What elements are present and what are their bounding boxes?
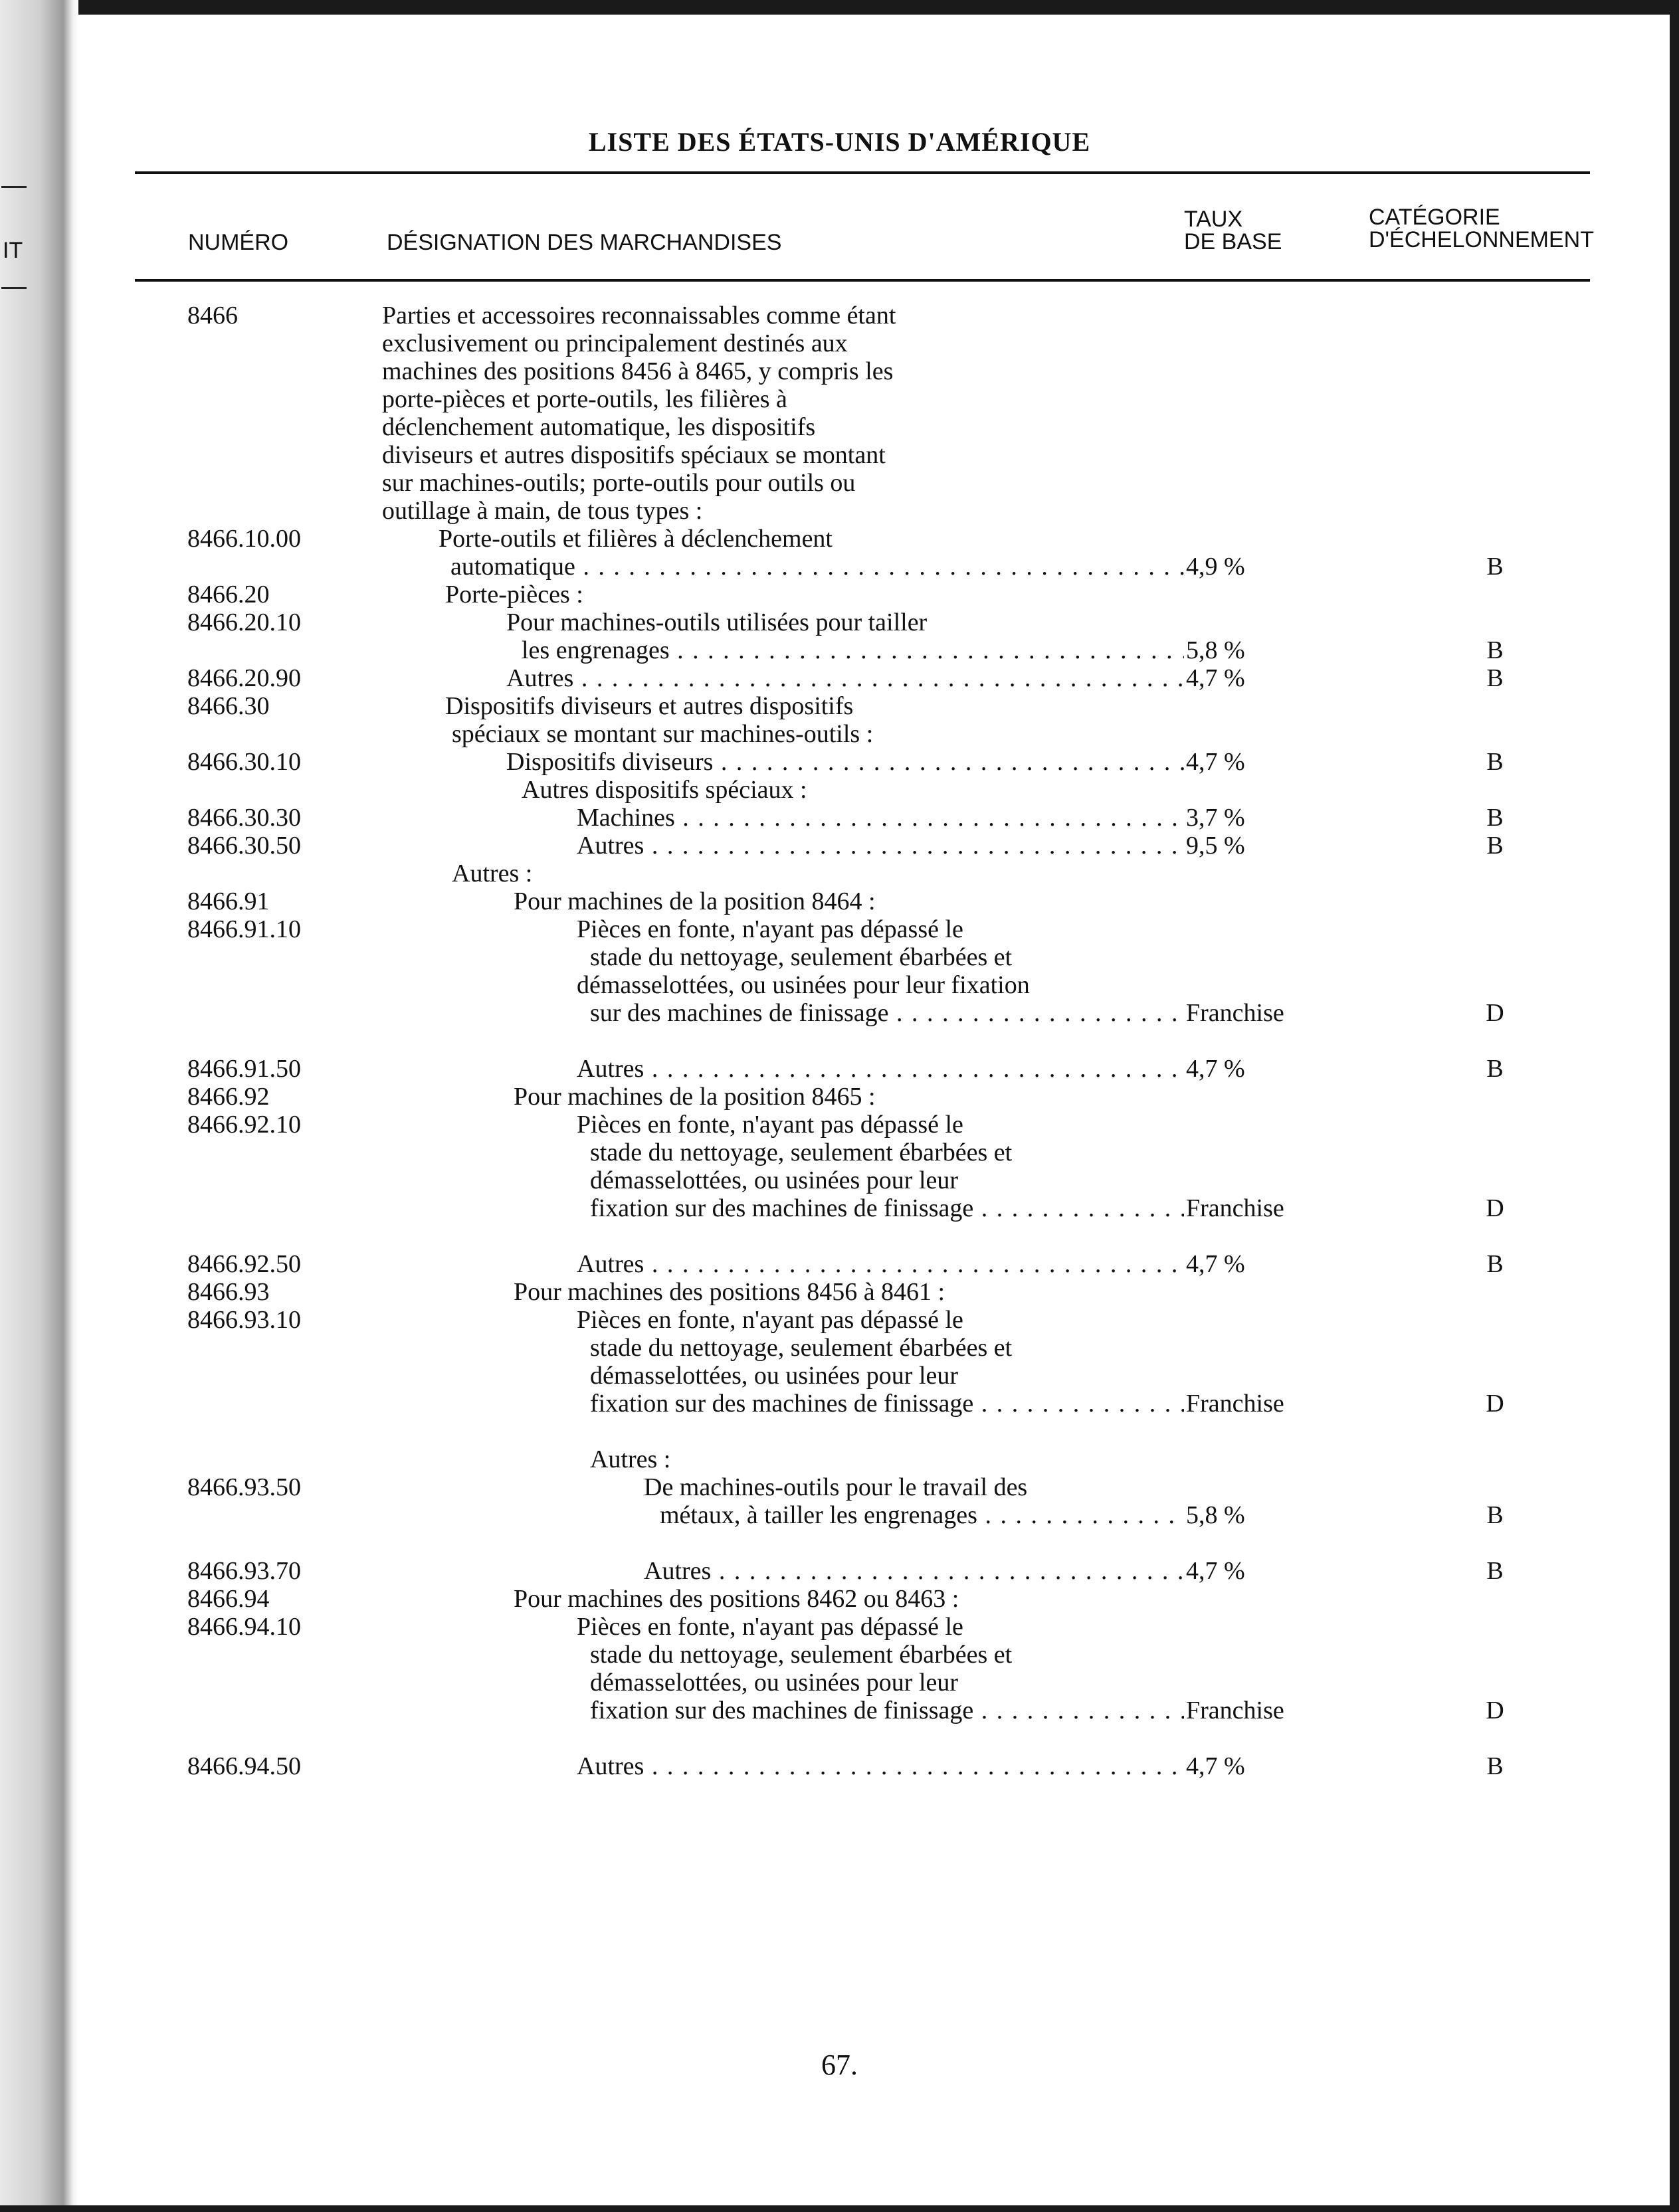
tariff-number: 8466.92.50 [187,1250,301,1278]
goods-description: Pour machines des positions 8462 ou 8463 : [514,1585,959,1613]
table-row [0,1278,1679,1306]
tariff-number: 8466.91 [187,887,270,915]
goods-description: Porte-outils et filières à déclenchement [439,525,833,553]
base-rate: Franchise [1186,1194,1284,1222]
tariff-number: 8466.91.50 [187,1055,301,1083]
table-row [0,720,1679,748]
base-rate: 4,7 % [1186,1752,1245,1780]
table-row [0,1250,1679,1278]
table-row [0,1083,1679,1111]
staging-category: B [1486,748,1504,776]
staging-category: B [1486,832,1504,860]
table-row [0,915,1679,943]
staging-category: B [1486,1752,1504,1780]
tariff-number: 8466.10.00 [187,525,301,553]
goods-description: exclusivement ou principalement destinés aux [382,329,848,357]
goods-description: stade du nettoyage, seulement ébarbées et [590,1334,1013,1362]
goods-description: Porte-pièces : [445,581,583,608]
goods-description: Autres . . . [506,664,1184,692]
staging-category: B [1486,804,1504,832]
goods-description: Machines . . . [577,804,1184,832]
table-row [0,441,1679,469]
table-row [0,1139,1679,1166]
table-row [0,776,1679,804]
table-row [0,971,1679,999]
base-rate: 4,7 % [1186,1250,1245,1278]
header-numero: NUMÉRO [188,230,289,255]
goods-description: Pour machines de la position 8464 : [514,887,876,915]
staging-category: B [1486,1250,1504,1278]
goods-description: les engrenages . . . [522,636,1184,664]
goods-description: automatique . . . [450,553,1184,581]
goods-description: Autres dispositifs spéciaux : [522,776,807,804]
title-rule [135,171,1590,174]
base-rate: 4,7 % [1186,748,1245,776]
table-row [0,1752,1679,1780]
base-rate: Franchise [1186,999,1284,1027]
header-categorie: CATÉGORIE D'ÉCHELONNEMENT [1369,205,1594,252]
table-row [0,385,1679,413]
table-row [0,1111,1679,1139]
table-row [0,804,1679,832]
goods-description: De machines-outils pour le travail des [644,1473,1028,1501]
tariff-number: 8466.94 [187,1585,270,1613]
goods-description: Autres . . . [577,832,1184,860]
table-row [0,581,1679,608]
base-rate: 5,8 % [1186,1501,1245,1529]
goods-description: sur des machines de finissage . . . [590,999,1184,1027]
base-rate: 4,7 % [1186,1055,1245,1083]
table-row [0,1362,1679,1390]
goods-description: démasselottées, ou usinées pour leur fixation [577,971,1030,999]
goods-description: Autres : [590,1445,671,1473]
tariff-number: 8466.91.10 [187,915,301,943]
staging-category: B [1486,1501,1504,1529]
table-row [0,1585,1679,1613]
tariff-number: 8466.93.70 [187,1557,301,1585]
table-row [0,413,1679,441]
goods-description: démasselottées, ou usinées pour leur [590,1362,959,1390]
table-row [0,608,1679,636]
goods-description: stade du nettoyage, seulement ébarbées et [590,1139,1013,1166]
page-title: LISTE DES ÉTATS-UNIS D'AMÉRIQUE [588,127,1091,157]
table-row [0,1697,1679,1724]
table-row [0,1613,1679,1641]
goods-description: Autres : [452,860,533,887]
table-row [0,1166,1679,1194]
staging-category: B [1486,1557,1504,1585]
base-rate: 4,7 % [1186,1557,1245,1585]
edge-text: IT [3,238,23,263]
table-row [0,1557,1679,1585]
staging-category: B [1486,553,1504,581]
edge-mark [1,287,27,289]
table-row [0,692,1679,720]
goods-description: Pièces en fonte, n'ayant pas dépassé le [577,1111,963,1139]
tariff-number: 8466.93.10 [187,1306,301,1334]
table-row [0,1194,1679,1222]
goods-description: Dispositifs diviseurs et autres dispositifs [445,692,854,720]
goods-description: Autres . . . [577,1250,1184,1278]
table-row [0,1473,1679,1501]
table-row [0,1641,1679,1669]
goods-description: machines des positions 8456 à 8465, y compris les [382,357,894,385]
staging-category: D [1486,1697,1504,1724]
goods-description: Pour machines de la position 8465 : [514,1083,876,1111]
table-row [0,943,1679,971]
goods-description: stade du nettoyage, seulement ébarbées et [590,943,1013,971]
tariff-number: 8466.94.10 [187,1613,301,1641]
base-rate: 9,5 % [1186,832,1245,860]
staging-category: B [1486,664,1504,692]
scan-top-band [0,0,1679,15]
tariff-number: 8466.20 [187,581,270,608]
base-rate: 3,7 % [1186,804,1245,832]
table-row [0,357,1679,385]
tariff-number: 8466.30.30 [187,804,301,832]
goods-description: métaux, à tailler les engrenages . . . [660,1501,1184,1529]
staging-category: D [1486,999,1504,1027]
tariff-number: 8466.30 [187,692,270,720]
staging-category: D [1486,1194,1504,1222]
goods-description: fixation sur des machines de finissage . . . [590,1194,1184,1222]
table-row [0,1390,1679,1418]
goods-description: Parties et accessoires reconnaissables comme étant [382,302,896,329]
tariff-number: 8466 [187,302,238,329]
table-row [0,1334,1679,1362]
tariff-number: 8466.30.10 [187,748,301,776]
table-row [0,329,1679,357]
goods-description: fixation sur des machines de finissage . . . [590,1697,1184,1724]
table-row [0,860,1679,887]
table-row [0,664,1679,692]
goods-description: diviseurs et autres dispositifs spéciaux se montant [382,441,886,469]
header-taux: TAUX DE BASE [1184,207,1282,254]
goods-description: Autres . . . [577,1055,1184,1083]
table-row [0,748,1679,776]
table-row [0,525,1679,553]
goods-description: démasselottées, ou usinées pour leur [590,1166,959,1194]
table-row [0,1445,1679,1473]
goods-description: Dispositifs diviseurs . . . [506,748,1184,776]
table-row [0,1306,1679,1334]
goods-description: Pièces en fonte, n'ayant pas dépassé le [577,1306,963,1334]
table-row [0,999,1679,1027]
staging-category: D [1486,1390,1504,1418]
table-row [0,1669,1679,1697]
staging-category: B [1486,636,1504,664]
goods-description: Autres . . . [577,1752,1184,1780]
staging-category: B [1486,1055,1504,1083]
goods-description: porte-pièces et porte-outils, les filières à [382,385,787,413]
table-row [0,1501,1679,1529]
tariff-number: 8466.20.10 [187,608,301,636]
table-row [0,636,1679,664]
page-number: 67. [821,2049,858,2081]
scan-bottom-band [0,2205,1679,2212]
tariff-number: 8466.93.50 [187,1473,301,1501]
goods-description: Pour machines des positions 8456 à 8461 : [514,1278,945,1306]
goods-description: Pièces en fonte, n'ayant pas dépassé le [577,1613,963,1641]
goods-description: fixation sur des machines de finissage . . . [590,1390,1184,1418]
goods-description: Autres . . . [644,1557,1184,1585]
header-rule [135,279,1590,282]
base-rate: Franchise [1186,1390,1284,1418]
goods-description: déclenchement automatique, les dispositifs [382,413,816,441]
table-row [0,887,1679,915]
base-rate: 5,8 % [1186,636,1245,664]
edge-mark [1,186,27,188]
table-row [0,302,1679,329]
tariff-number: 8466.92 [187,1083,270,1111]
goods-description: stade du nettoyage, seulement ébarbées et [590,1641,1013,1669]
base-rate: Franchise [1186,1697,1284,1724]
tariff-number: 8466.93 [187,1278,270,1306]
base-rate: 4,7 % [1186,664,1245,692]
tariff-number: 8466.92.10 [187,1111,301,1139]
goods-description: Pièces en fonte, n'ayant pas dépassé le [577,915,963,943]
base-rate: 4,9 % [1186,553,1245,581]
goods-description: Pour machines-outils utilisées pour tailler [506,608,928,636]
tariff-number: 8466.94.50 [187,1752,301,1780]
table-row [0,469,1679,497]
table-row [0,1055,1679,1083]
tariff-number: 8466.20.90 [187,664,301,692]
tariff-number: 8466.30.50 [187,832,301,860]
table-row [0,497,1679,525]
table-row [0,553,1679,581]
goods-description: spéciaux se montant sur machines-outils : [452,720,874,748]
table-row [0,832,1679,860]
goods-description: sur machines-outils; porte-outils pour outils ou [382,469,856,497]
goods-description: outillage à main, de tous types : [382,497,703,525]
goods-description: démasselottées, ou usinées pour leur [590,1669,959,1697]
header-designation: DÉSIGNATION DES MARCHANDISES [387,230,782,255]
